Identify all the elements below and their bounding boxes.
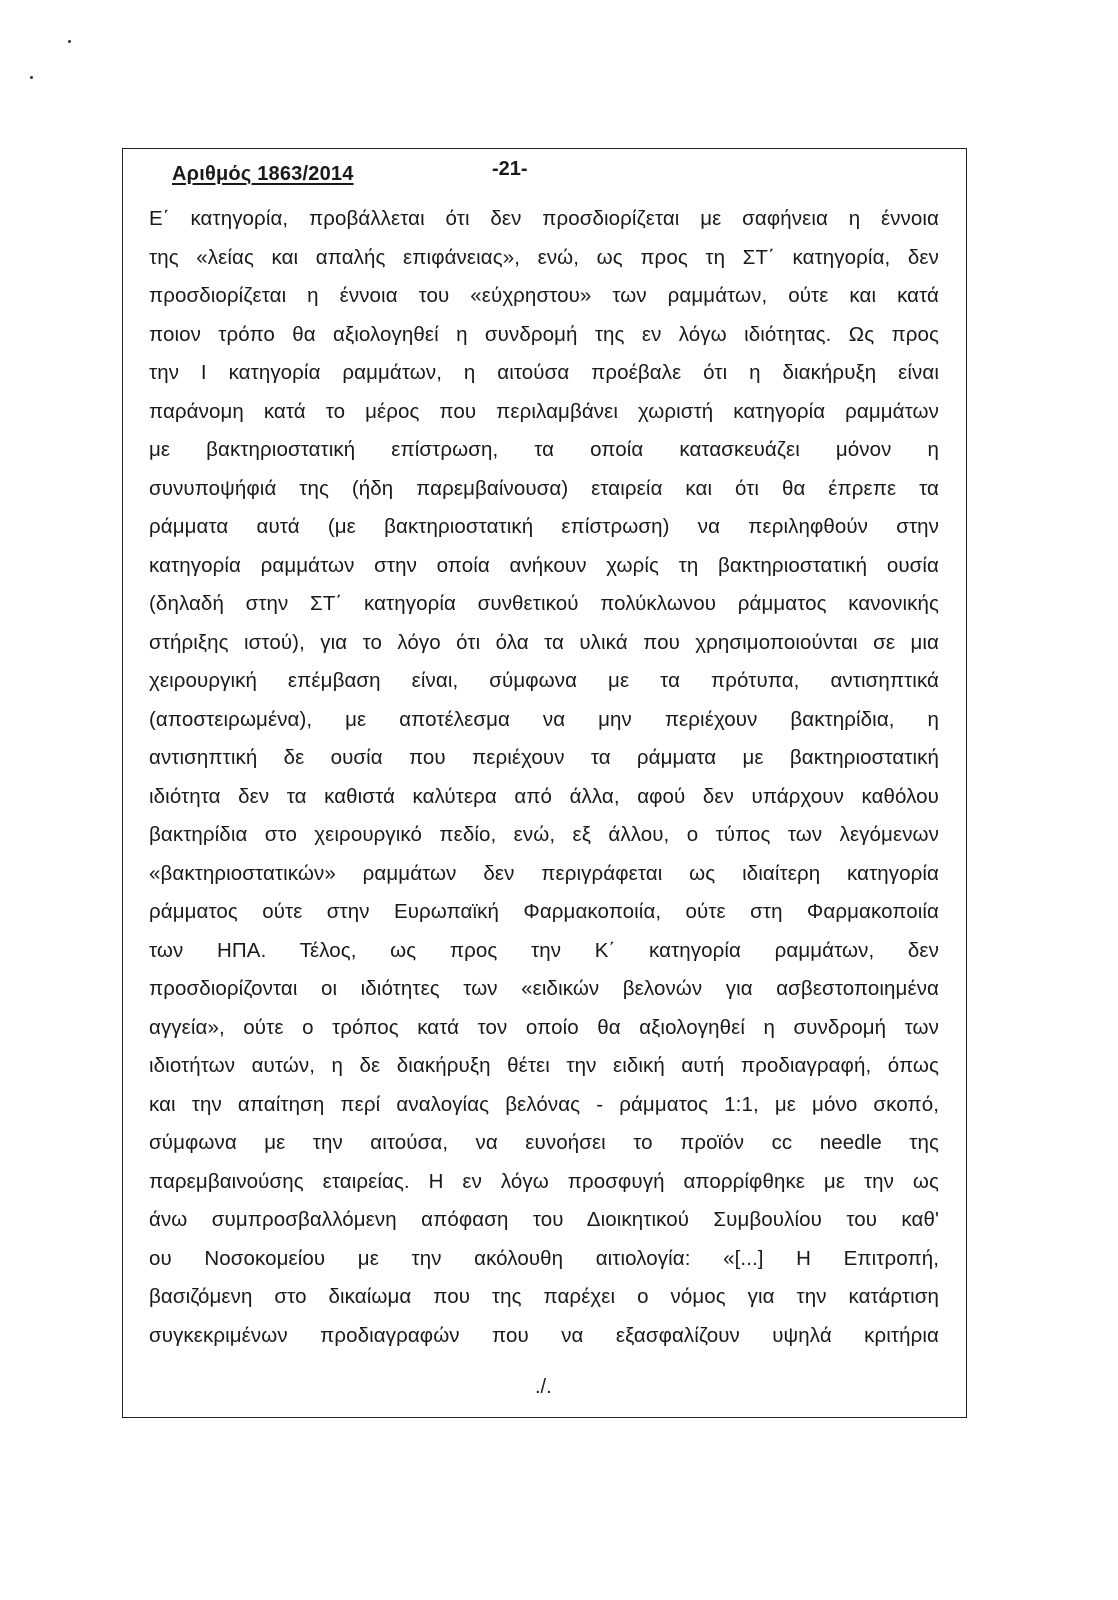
document-body (149, 200, 939, 1355)
body-line: ιδιότητα δεν τα καθιστά καλύτερα από άλλα, αφού δεν υπάρχουν καθόλου (149, 784, 939, 808)
body-line: την Ι κατηγορία ραμμάτων, η αιτούσα προέβαλε ότι η διακήρυξη είναι (149, 361, 939, 384)
body-line: στήριξης ιστού), για το λόγο ότι όλα τα υλικά που χρησιμοποιούνται σε μια (149, 630, 939, 654)
body-line: ράμματος ούτε στην Ευρωπαϊκή Φαρμακοποιία, ούτε στη Φαρμακοποιία (149, 900, 939, 923)
body-line: ποιον τρόπο θα αξιολογηθεί η συνδρομή της εν λόγω ιδιότητας. Ως προς (149, 322, 939, 346)
body-line: «βακτηριοστατικών» ραμμάτων δεν περιγράφεται ως ιδιαίτερη κατηγορία (149, 861, 939, 885)
page-header (172, 156, 354, 186)
body-line: χειρουργική επέμβαση είναι, σύμφωνα με τα πρότυπα, αντισηπτικά (149, 669, 939, 692)
body-line: σύμφωνα με την αιτούσα, να ευνοήσει το προϊόν cc needle της (149, 1131, 939, 1154)
body-line: των ΗΠΑ. Τέλος, ως προς την Κ΄ κατηγορία ραμμάτων, δεν (149, 938, 939, 962)
body-line: ου Νοσοκομείου με την ακόλουθη αιτιολογία: «[...] Η Επιτροπή, (149, 1246, 939, 1270)
body-line: ιδιοτήτων αυτών, η δε διακήρυξη θέτει την ειδική αυτή προδιαγραφή, όπως (149, 1054, 939, 1077)
body-line: (αποστειρωμένα), με αποτέλεσμα να μην περιέχουν βακτηρίδια, η (149, 707, 939, 731)
body-line: αντισηπτική δε ουσία που περιέχουν τα ράμματα με βακτηριοστατική (149, 746, 939, 769)
body-line: παρεμβαινούσης εταιρείας. Η εν λόγω προσφυγή απορρίφθηκε με την ως (149, 1169, 939, 1193)
body-line: με βακτηριοστατική επίστρωση, τα οποία κατασκευάζει μόνον η (149, 438, 939, 461)
body-line: συγκεκριμένων προδιαγραφών που να εξασφαλίζουν υψηλά κριτήρια (149, 1323, 939, 1347)
body-line: Ε΄ κατηγορία, προβάλλεται ότι δεν προσδιορίζεται με σαφήνεια η έννοια (149, 207, 939, 230)
body-line: (δηλαδή στην ΣΤ΄ κατηγορία συνθετικού πολύκλωνου ράμματος κανονικής (149, 592, 939, 615)
case-number: Αριθμός 1863/2014 (172, 163, 354, 185)
body-line: βακτηρίδια στο χειρουργικό πεδίο, ενώ, εξ άλλου, ο τύπος των λεγόμενων (149, 823, 939, 846)
scan-speck (68, 40, 71, 43)
body-line: προσδιορίζονται οι ιδιότητες των «ειδικών βελονών για ασβεστοποιημένα (149, 977, 939, 1000)
body-line: παράνομη κατά το μέρος που περιλαμβάνει χωριστή κατηγορία ραμμάτων (149, 399, 939, 423)
page-number: -21- (492, 158, 528, 180)
body-line: άνω συμπροσβαλλόμενη απόφαση του Διοικητικού Συμβουλίου του καθ' (149, 1208, 939, 1231)
body-line: ράμματα αυτά (με βακτηριοστατική επίστρωση) να περιληφθούν στην (149, 515, 939, 538)
body-line: συνυποψήφιά της (ήδη παρεμβαίνουσα) εταιρεία και ότι θα έπρεπε τα (149, 476, 939, 500)
body-line: αγγεία», ούτε ο τρόπος κατά τον οποίο θα αξιολογηθεί η συνδρομή των (149, 1015, 939, 1039)
body-line: της «λείας και απαλής επιφάνειας», ενώ, ως προς τη ΣΤ΄ κατηγορία, δεν (149, 245, 939, 269)
body-line: κατηγορία ραμμάτων στην οποία ανήκουν χωρίς τη βακτηριοστατική ουσία (149, 553, 939, 577)
body-line: και την απαίτηση περί αναλογίας βελόνας - ράμματος 1:1, με μόνο σκοπό, (149, 1092, 939, 1116)
body-line: βασιζόμενη στο δικαίωμα που της παρέχει ο νόμος για την κατάρτιση (149, 1285, 939, 1308)
continuation-mark: ./. (535, 1376, 552, 1398)
scan-speck (30, 76, 33, 79)
body-line: προσδιορίζεται η έννοια του «εύχρηστου» των ραμμάτων, ούτε και κατά (149, 284, 939, 307)
